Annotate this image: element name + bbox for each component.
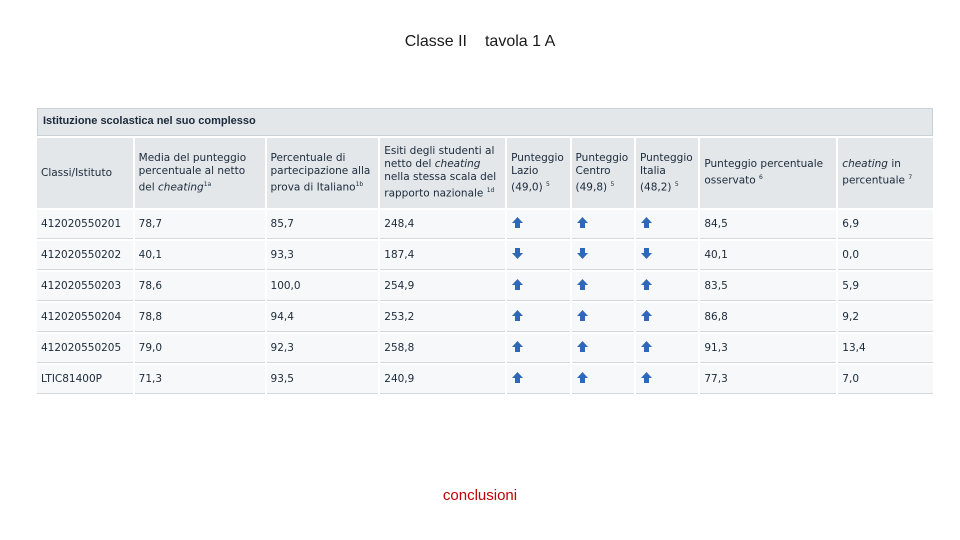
results-table bbox=[37, 108, 933, 408]
title-class: Classe II bbox=[404, 33, 467, 50]
page-title bbox=[0, 33, 960, 51]
cell-cheating: 9,2 bbox=[838, 303, 933, 332]
cell-osservato: 40,1 bbox=[700, 241, 836, 270]
data-grid bbox=[37, 136, 933, 396]
table-row bbox=[37, 210, 933, 239]
cell-cheating: 0,0 bbox=[838, 241, 933, 270]
cell-lazio bbox=[507, 210, 569, 239]
col-partecipazione: Percentuale di partecipazione alla prova di Italiano$^{1b}$ bbox=[267, 138, 379, 208]
cell-centro bbox=[572, 210, 634, 239]
cell-media: 79,0 bbox=[135, 334, 265, 363]
cell-lazio bbox=[507, 334, 569, 363]
cell-cheating: 5,9 bbox=[838, 272, 933, 301]
cell-part: 93,5 bbox=[267, 365, 379, 394]
cell-part: 93,3 bbox=[267, 241, 379, 270]
cell-italia bbox=[636, 303, 698, 332]
col-centro: Punteggio Centro (49,8) $^5$ bbox=[572, 138, 634, 208]
arrow-up-icon bbox=[640, 278, 653, 291]
title-table: tavola 1 A bbox=[484, 33, 556, 50]
arrow-up-icon bbox=[640, 216, 653, 229]
col-media: Media del punteggio percentuale al netto del cheating$^{1a}$ bbox=[135, 138, 265, 208]
table-row bbox=[37, 272, 933, 301]
conclusioni-link[interactable]: conclusioni bbox=[442, 487, 518, 504]
cell-media: 78,8 bbox=[135, 303, 265, 332]
cell-id: 412020550205 bbox=[37, 334, 133, 363]
col-italia: Punteggio Italia (48,2) $^5$ bbox=[636, 138, 698, 208]
cell-media: 71,3 bbox=[135, 365, 265, 394]
col-lazio: Punteggio Lazio (49,0) $^5$ bbox=[507, 138, 569, 208]
cell-media: 40,1 bbox=[135, 241, 265, 270]
arrow-down-icon bbox=[511, 247, 524, 260]
arrow-up-icon bbox=[576, 371, 589, 384]
cell-lazio bbox=[507, 272, 569, 301]
cell-part: 100,0 bbox=[267, 272, 379, 301]
cell-media: 78,7 bbox=[135, 210, 265, 239]
arrow-up-icon bbox=[511, 371, 524, 384]
cell-lazio bbox=[507, 365, 569, 394]
arrow-up-icon bbox=[511, 278, 524, 291]
table-row bbox=[37, 365, 933, 394]
cell-esiti: 254,9 bbox=[380, 272, 505, 301]
arrow-up-icon bbox=[576, 278, 589, 291]
col-cheating: cheating in percentuale $^7$ bbox=[838, 138, 933, 208]
cell-italia bbox=[636, 272, 698, 301]
cell-id: 412020550204 bbox=[37, 303, 133, 332]
cell-media: 78,6 bbox=[135, 272, 265, 301]
cell-centro bbox=[572, 365, 634, 394]
column-header-row bbox=[37, 138, 933, 208]
arrow-up-icon bbox=[640, 309, 653, 322]
cell-italia bbox=[636, 365, 698, 394]
table-row bbox=[37, 303, 933, 332]
col-osservato: Punteggio percentuale osservato $^6$ bbox=[700, 138, 836, 208]
cell-part: 85,7 bbox=[267, 210, 379, 239]
cell-part: 94,4 bbox=[267, 303, 379, 332]
col-esiti: Esiti degli studenti al netto del cheating nella stessa scala del rapporto nazionale $^{1d}$ bbox=[380, 138, 505, 208]
cell-centro bbox=[572, 334, 634, 363]
table-caption: Istituzione scolastica nel suo complesso bbox=[37, 108, 933, 136]
cell-id: 412020550201 bbox=[37, 210, 133, 239]
arrow-up-icon bbox=[576, 309, 589, 322]
cell-esiti: 248,4 bbox=[380, 210, 505, 239]
cell-esiti: 258,8 bbox=[380, 334, 505, 363]
arrow-up-icon bbox=[640, 371, 653, 384]
cell-osservato: 83,5 bbox=[700, 272, 836, 301]
col-classi: Classi/Istituto bbox=[37, 138, 133, 208]
cell-osservato: 84,5 bbox=[700, 210, 836, 239]
arrow-up-icon bbox=[576, 340, 589, 353]
footer bbox=[0, 487, 960, 504]
cell-osservato: 86,8 bbox=[700, 303, 836, 332]
cell-osservato: 77,3 bbox=[700, 365, 836, 394]
cell-esiti: 253,2 bbox=[380, 303, 505, 332]
cell-id: 412020550202 bbox=[37, 241, 133, 270]
arrow-up-icon bbox=[576, 216, 589, 229]
cell-esiti: 187,4 bbox=[380, 241, 505, 270]
cell-cheating: 7,0 bbox=[838, 365, 933, 394]
arrow-up-icon bbox=[511, 340, 524, 353]
cell-part: 92,3 bbox=[267, 334, 379, 363]
cell-centro bbox=[572, 272, 634, 301]
arrow-up-icon bbox=[511, 216, 524, 229]
arrow-up-icon bbox=[640, 340, 653, 353]
cell-lazio bbox=[507, 241, 569, 270]
cell-id: 412020550203 bbox=[37, 272, 133, 301]
cell-italia bbox=[636, 210, 698, 239]
cell-cheating: 6,9 bbox=[838, 210, 933, 239]
cell-cheating: 13,4 bbox=[838, 334, 933, 363]
arrow-up-icon bbox=[511, 309, 524, 322]
cell-osservato: 91,3 bbox=[700, 334, 836, 363]
cell-italia bbox=[636, 334, 698, 363]
table-row bbox=[37, 241, 933, 270]
table-row bbox=[37, 334, 933, 363]
cell-centro bbox=[572, 241, 634, 270]
cell-id: LTIC81400P bbox=[37, 365, 133, 394]
cell-lazio bbox=[507, 303, 569, 332]
arrow-down-icon bbox=[640, 247, 653, 260]
arrow-down-icon bbox=[576, 247, 589, 260]
cell-italia bbox=[636, 241, 698, 270]
cell-centro bbox=[572, 303, 634, 332]
cell-esiti: 240,9 bbox=[380, 365, 505, 394]
